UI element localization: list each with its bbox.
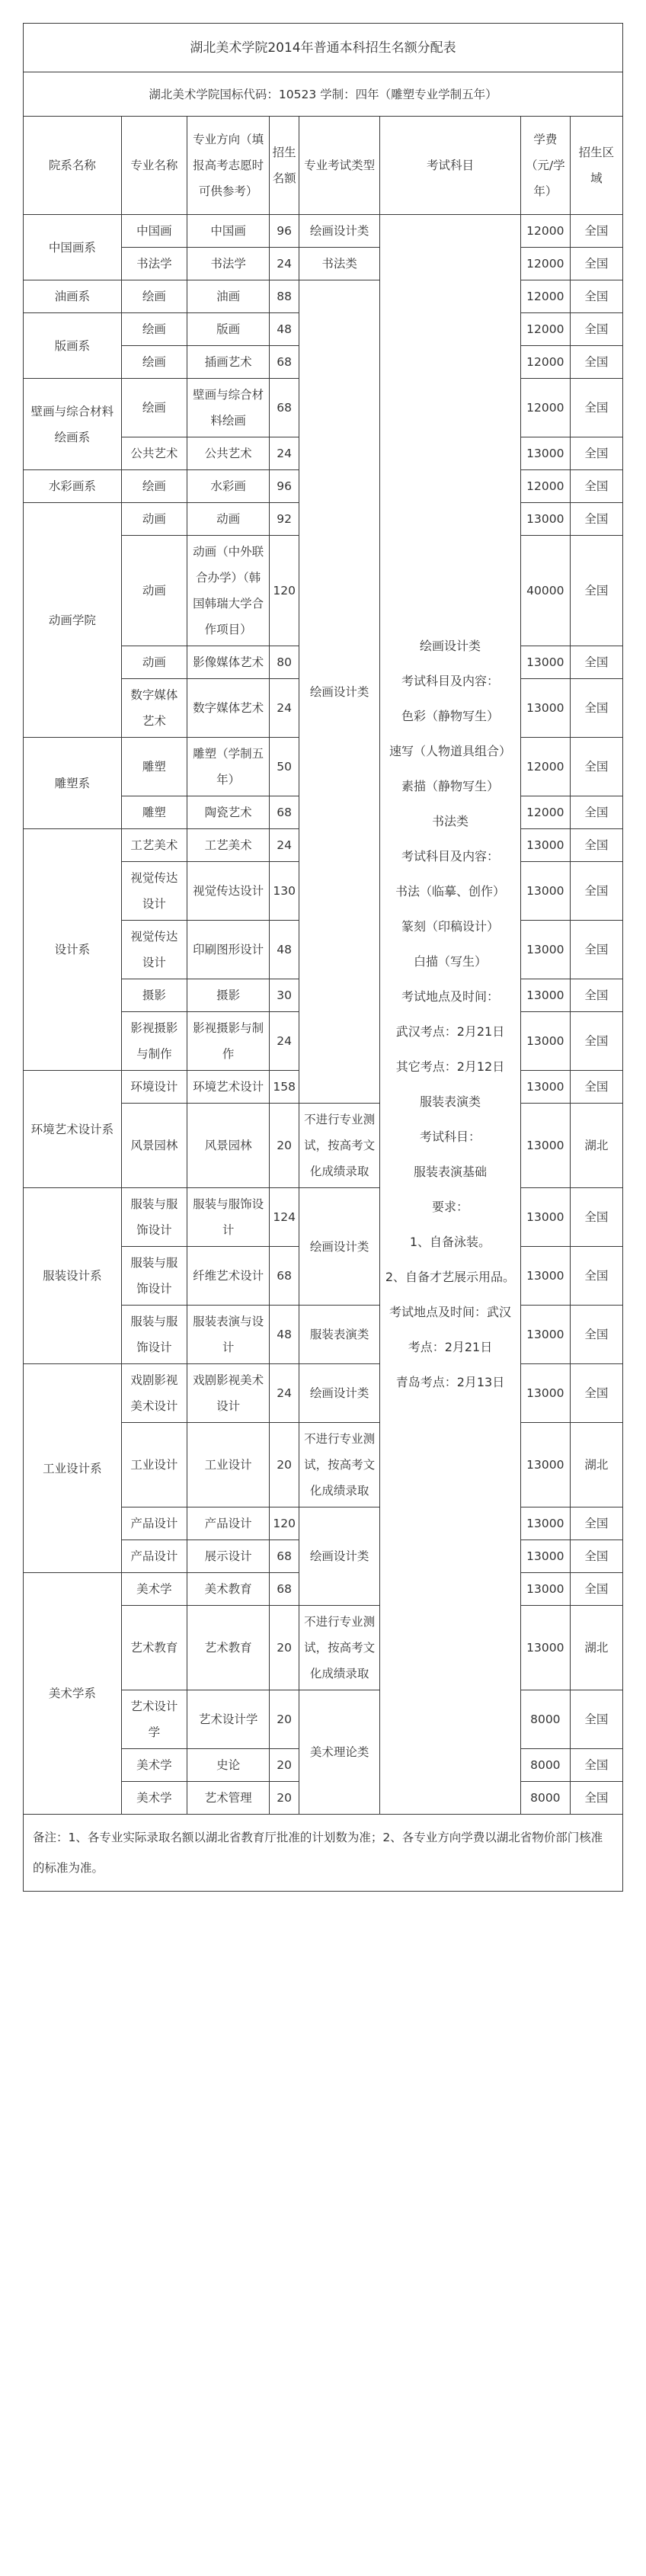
region-cell: 全国 [570, 470, 622, 503]
major-cell: 绘画 [121, 470, 187, 503]
exam-type-cell: 绘画设计类 [299, 1507, 380, 1606]
school-info: 湖北美术学院国标代码：10523 学制：四年（雕塑专业学制五年） [24, 72, 623, 117]
direction-cell: 美术教育 [187, 1573, 270, 1606]
exam-subject-line: 色彩（静物写生） [401, 709, 499, 723]
header-major: 专业名称 [121, 117, 187, 215]
tuition-cell: 40000 [520, 536, 570, 646]
exam-type-cell: 绘画设计类 [299, 1188, 380, 1306]
header-subjects: 考试科目 [380, 117, 521, 215]
table-row [24, 1188, 623, 1247]
quota-cell: 68 [270, 1540, 299, 1573]
table-row [24, 280, 623, 313]
exam-subject-line: 篆刻（印稿设计） [401, 919, 499, 934]
exam-type-cell: 绘画设计类 [299, 1364, 380, 1423]
region-cell: 全国 [570, 1749, 622, 1782]
major-cell: 摄影 [121, 979, 187, 1012]
region-cell: 全国 [570, 1782, 622, 1815]
department-cell: 油画系 [24, 280, 122, 313]
region-cell: 全国 [570, 215, 622, 248]
tuition-cell: 12000 [520, 248, 570, 280]
direction-cell: 版画 [187, 313, 270, 346]
exam-subject-line: 服装表演类 [419, 1094, 481, 1109]
tuition-cell: 13000 [520, 437, 570, 470]
exam-subject-line: 考试科目及内容： [401, 849, 499, 863]
region-cell: 全国 [570, 796, 622, 829]
exam-type-cell: 绘画设计类 [299, 215, 380, 248]
quota-cell: 88 [270, 280, 299, 313]
region-cell: 全国 [570, 1573, 622, 1606]
direction-cell: 印刷图形设计 [187, 921, 270, 979]
exam-subject-line: 书法类 [431, 814, 469, 828]
direction-cell: 插画艺术 [187, 346, 270, 379]
quota-cell: 24 [270, 1012, 299, 1071]
quota-cell: 124 [270, 1188, 299, 1247]
direction-cell: 艺术教育 [187, 1606, 270, 1690]
tuition-cell: 13000 [520, 503, 570, 536]
quota-cell: 20 [270, 1423, 299, 1507]
direction-cell: 动画 [187, 503, 270, 536]
quota-cell: 24 [270, 829, 299, 862]
direction-cell: 工艺美术 [187, 829, 270, 862]
table-row [24, 215, 623, 248]
exam-type-cell: 服装表演类 [299, 1306, 380, 1364]
exam-subject-line: 服装表演基础 [413, 1165, 487, 1179]
quota-cell: 96 [270, 215, 299, 248]
department-cell: 服装设计系 [24, 1188, 122, 1364]
exam-subject-line: 1、自备泳装。 [409, 1235, 491, 1249]
quota-cell: 68 [270, 796, 299, 829]
exam-subject-line: 其它考点：2月12日 [395, 1059, 505, 1074]
direction-cell: 艺术管理 [187, 1782, 270, 1815]
direction-cell: 中国画 [187, 215, 270, 248]
note-row [24, 1815, 623, 1892]
exam-type-cell: 不进行专业测试，按高考文化成绩录取 [299, 1104, 380, 1188]
enrollment-table [23, 23, 623, 1892]
exam-type-cell: 书法类 [299, 248, 380, 280]
enrollment-document [23, 23, 623, 1892]
direction-cell: 展示设计 [187, 1540, 270, 1573]
tuition-cell: 13000 [520, 1012, 570, 1071]
exam-subject-line: 考试科目： [419, 1129, 481, 1144]
exam-subject-line: 考试地点及时间：武汉考点：2月21日 [389, 1305, 511, 1354]
direction-cell: 雕塑（学制五年） [187, 738, 270, 796]
major-cell: 数字媒体艺术 [121, 679, 187, 738]
quota-cell: 20 [270, 1690, 299, 1749]
region-cell: 全国 [570, 1364, 622, 1423]
quota-cell: 120 [270, 1507, 299, 1540]
region-cell: 全国 [570, 503, 622, 536]
major-cell: 艺术教育 [121, 1606, 187, 1690]
footnote: 备注：1、各专业实际录取名额以湖北省教育厅批准的计划数为准；2、各专业方向学费以湖北省物价部门核准的标准为准。 [24, 1815, 623, 1892]
major-cell: 视觉传达设计 [121, 921, 187, 979]
tuition-cell: 13000 [520, 646, 570, 679]
direction-cell: 书法学 [187, 248, 270, 280]
tuition-cell: 12000 [520, 738, 570, 796]
quota-cell: 20 [270, 1749, 299, 1782]
major-cell: 工业设计 [121, 1423, 187, 1507]
quota-cell: 20 [270, 1606, 299, 1690]
header-exam-type: 专业考试类型 [299, 117, 380, 215]
tuition-cell: 12000 [520, 313, 570, 346]
major-cell: 产品设计 [121, 1507, 187, 1540]
region-cell: 全国 [570, 921, 622, 979]
department-cell: 环境艺术设计系 [24, 1071, 122, 1188]
major-cell: 戏剧影视美术设计 [121, 1364, 187, 1423]
region-cell: 全国 [570, 829, 622, 862]
tuition-cell: 13000 [520, 1247, 570, 1306]
exam-subjects-cell [380, 215, 521, 1815]
major-cell: 绘画 [121, 280, 187, 313]
exam-subject-line: 2、自备才艺展示用品。 [385, 1270, 516, 1284]
major-cell: 雕塑 [121, 796, 187, 829]
direction-cell: 影像媒体艺术 [187, 646, 270, 679]
tuition-cell: 13000 [520, 921, 570, 979]
major-cell: 视觉传达设计 [121, 862, 187, 921]
direction-cell: 工业设计 [187, 1423, 270, 1507]
quota-cell: 48 [270, 921, 299, 979]
direction-cell: 史论 [187, 1749, 270, 1782]
direction-cell: 水彩画 [187, 470, 270, 503]
quota-cell: 68 [270, 1247, 299, 1306]
tuition-cell: 12000 [520, 470, 570, 503]
direction-cell: 戏剧影视美术设计 [187, 1364, 270, 1423]
direction-cell: 摄影 [187, 979, 270, 1012]
direction-cell: 服装与服饰设计 [187, 1188, 270, 1247]
quota-cell: 20 [270, 1782, 299, 1815]
tuition-cell: 8000 [520, 1749, 570, 1782]
major-cell: 服装与服饰设计 [121, 1188, 187, 1247]
direction-cell: 影视摄影与制作 [187, 1012, 270, 1071]
direction-cell: 产品设计 [187, 1507, 270, 1540]
major-cell: 绘画 [121, 346, 187, 379]
tuition-cell: 12000 [520, 346, 570, 379]
region-cell: 全国 [570, 1247, 622, 1306]
title-row [24, 24, 623, 72]
tuition-cell: 8000 [520, 1690, 570, 1749]
quota-cell: 68 [270, 379, 299, 437]
region-cell: 全国 [570, 738, 622, 796]
quota-cell: 80 [270, 646, 299, 679]
region-cell: 全国 [570, 979, 622, 1012]
quota-cell: 20 [270, 1104, 299, 1188]
region-cell: 全国 [570, 646, 622, 679]
quota-cell: 24 [270, 248, 299, 280]
tuition-cell: 12000 [520, 379, 570, 437]
major-cell: 服装与服饰设计 [121, 1306, 187, 1364]
region-cell: 湖北 [570, 1606, 622, 1690]
major-cell: 风景园林 [121, 1104, 187, 1188]
exam-subject-line: 考试地点及时间： [401, 989, 499, 1004]
region-cell: 全国 [570, 346, 622, 379]
quota-cell: 92 [270, 503, 299, 536]
exam-type-cell: 不进行专业测试，按高考文化成绩录取 [299, 1423, 380, 1507]
direction-cell: 视觉传达设计 [187, 862, 270, 921]
quota-cell: 48 [270, 1306, 299, 1364]
region-cell: 全国 [570, 437, 622, 470]
department-cell: 工业设计系 [24, 1364, 122, 1573]
tuition-cell: 8000 [520, 1782, 570, 1815]
tuition-cell: 13000 [520, 979, 570, 1012]
department-cell: 水彩画系 [24, 470, 122, 503]
header-quota: 招生名额 [270, 117, 299, 215]
tuition-cell: 13000 [520, 1188, 570, 1247]
info-row [24, 72, 623, 117]
direction-cell: 油画 [187, 280, 270, 313]
direction-cell: 壁画与综合材料绘画 [187, 379, 270, 437]
exam-subject-line: 素描（静物写生） [401, 779, 499, 793]
direction-cell: 风景园林 [187, 1104, 270, 1188]
major-cell: 产品设计 [121, 1540, 187, 1573]
header-tuition: 学费（元/学年） [520, 117, 570, 215]
department-cell: 雕塑系 [24, 738, 122, 829]
tuition-cell: 12000 [520, 215, 570, 248]
exam-subject-line: 书法（临摹、创作） [395, 884, 505, 899]
region-cell: 全国 [570, 379, 622, 437]
region-cell: 全国 [570, 313, 622, 346]
department-cell: 设计系 [24, 829, 122, 1071]
major-cell: 中国画 [121, 215, 187, 248]
region-cell: 全国 [570, 1306, 622, 1364]
exam-subject-line: 要求： [431, 1200, 469, 1214]
exam-type-cell: 不进行专业测试，按高考文化成绩录取 [299, 1606, 380, 1690]
tuition-cell: 13000 [520, 1071, 570, 1104]
region-cell: 湖北 [570, 1423, 622, 1507]
region-cell: 全国 [570, 1690, 622, 1749]
direction-cell: 数字媒体艺术 [187, 679, 270, 738]
tuition-cell: 13000 [520, 1306, 570, 1364]
tuition-cell: 12000 [520, 796, 570, 829]
department-cell: 美术学系 [24, 1573, 122, 1815]
exam-subject-line: 绘画设计类 [419, 639, 481, 653]
quota-cell: 158 [270, 1071, 299, 1104]
direction-cell: 艺术设计学 [187, 1690, 270, 1749]
exam-subject-line: 考试科目及内容： [401, 674, 499, 688]
header-region: 招生区域 [570, 117, 622, 215]
region-cell: 全国 [570, 1012, 622, 1071]
quota-cell: 120 [270, 536, 299, 646]
quota-cell: 50 [270, 738, 299, 796]
tuition-cell: 13000 [520, 1606, 570, 1690]
region-cell: 全国 [570, 679, 622, 738]
header-college: 院系名称 [24, 117, 122, 215]
exam-subject-line: 武汉考点：2月21日 [395, 1024, 505, 1039]
major-cell: 艺术设计学 [121, 1690, 187, 1749]
region-cell: 全国 [570, 862, 622, 921]
tuition-cell: 12000 [520, 280, 570, 313]
major-cell: 美术学 [121, 1782, 187, 1815]
tuition-cell: 13000 [520, 1540, 570, 1573]
direction-cell: 纤维艺术设计 [187, 1247, 270, 1306]
direction-cell: 动画（中外联合办学）（韩国韩瑞大学合作项目） [187, 536, 270, 646]
table-title: 湖北美术学院2014年普通本科招生名额分配表 [24, 24, 623, 72]
exam-type-cell: 美术理论类 [299, 1690, 380, 1815]
quota-cell: 24 [270, 1364, 299, 1423]
region-cell: 全国 [570, 280, 622, 313]
exam-subject-line: 速写（人物道具组合） [389, 744, 511, 758]
major-cell: 动画 [121, 646, 187, 679]
department-cell: 版画系 [24, 313, 122, 379]
department-cell: 壁画与综合材料绘画系 [24, 379, 122, 470]
direction-cell: 服装表演与设计 [187, 1306, 270, 1364]
major-cell: 绘画 [121, 313, 187, 346]
tuition-cell: 13000 [520, 1507, 570, 1540]
major-cell: 环境设计 [121, 1071, 187, 1104]
table-row [24, 1364, 623, 1423]
major-cell: 动画 [121, 503, 187, 536]
direction-cell: 环境艺术设计 [187, 1071, 270, 1104]
region-cell: 全国 [570, 536, 622, 646]
major-cell: 影视摄影与制作 [121, 1012, 187, 1071]
header-row [24, 117, 623, 215]
direction-cell: 公共艺术 [187, 437, 270, 470]
tuition-cell: 13000 [520, 1104, 570, 1188]
tuition-cell: 13000 [520, 679, 570, 738]
direction-cell: 陶瓷艺术 [187, 796, 270, 829]
tuition-cell: 13000 [520, 1423, 570, 1507]
major-cell: 工艺美术 [121, 829, 187, 862]
region-cell: 全国 [570, 1507, 622, 1540]
quota-cell: 48 [270, 313, 299, 346]
exam-type-cell: 绘画设计类 [299, 280, 380, 1104]
region-cell: 湖北 [570, 1104, 622, 1188]
tuition-cell: 13000 [520, 829, 570, 862]
department-cell: 中国画系 [24, 215, 122, 280]
major-cell: 动画 [121, 536, 187, 646]
quota-cell: 68 [270, 1573, 299, 1606]
header-direction: 专业方向（填报高考志愿时可供参考） [187, 117, 270, 215]
major-cell: 书法学 [121, 248, 187, 280]
tuition-cell: 13000 [520, 1364, 570, 1423]
major-cell: 服装与服饰设计 [121, 1247, 187, 1306]
quota-cell: 68 [270, 346, 299, 379]
region-cell: 全国 [570, 1188, 622, 1247]
quota-cell: 130 [270, 862, 299, 921]
quota-cell: 30 [270, 979, 299, 1012]
tuition-cell: 13000 [520, 1573, 570, 1606]
department-cell: 动画学院 [24, 503, 122, 738]
major-cell: 美术学 [121, 1573, 187, 1606]
major-cell: 绘画 [121, 379, 187, 437]
major-cell: 雕塑 [121, 738, 187, 796]
tuition-cell: 13000 [520, 862, 570, 921]
major-cell: 美术学 [121, 1749, 187, 1782]
quota-cell: 24 [270, 679, 299, 738]
quota-cell: 96 [270, 470, 299, 503]
major-cell: 公共艺术 [121, 437, 187, 470]
region-cell: 全国 [570, 1071, 622, 1104]
region-cell: 全国 [570, 1540, 622, 1573]
exam-subject-line: 青岛考点：2月13日 [395, 1375, 505, 1389]
exam-subject-line: 白描（写生） [413, 954, 487, 969]
region-cell: 全国 [570, 248, 622, 280]
quota-cell: 24 [270, 437, 299, 470]
